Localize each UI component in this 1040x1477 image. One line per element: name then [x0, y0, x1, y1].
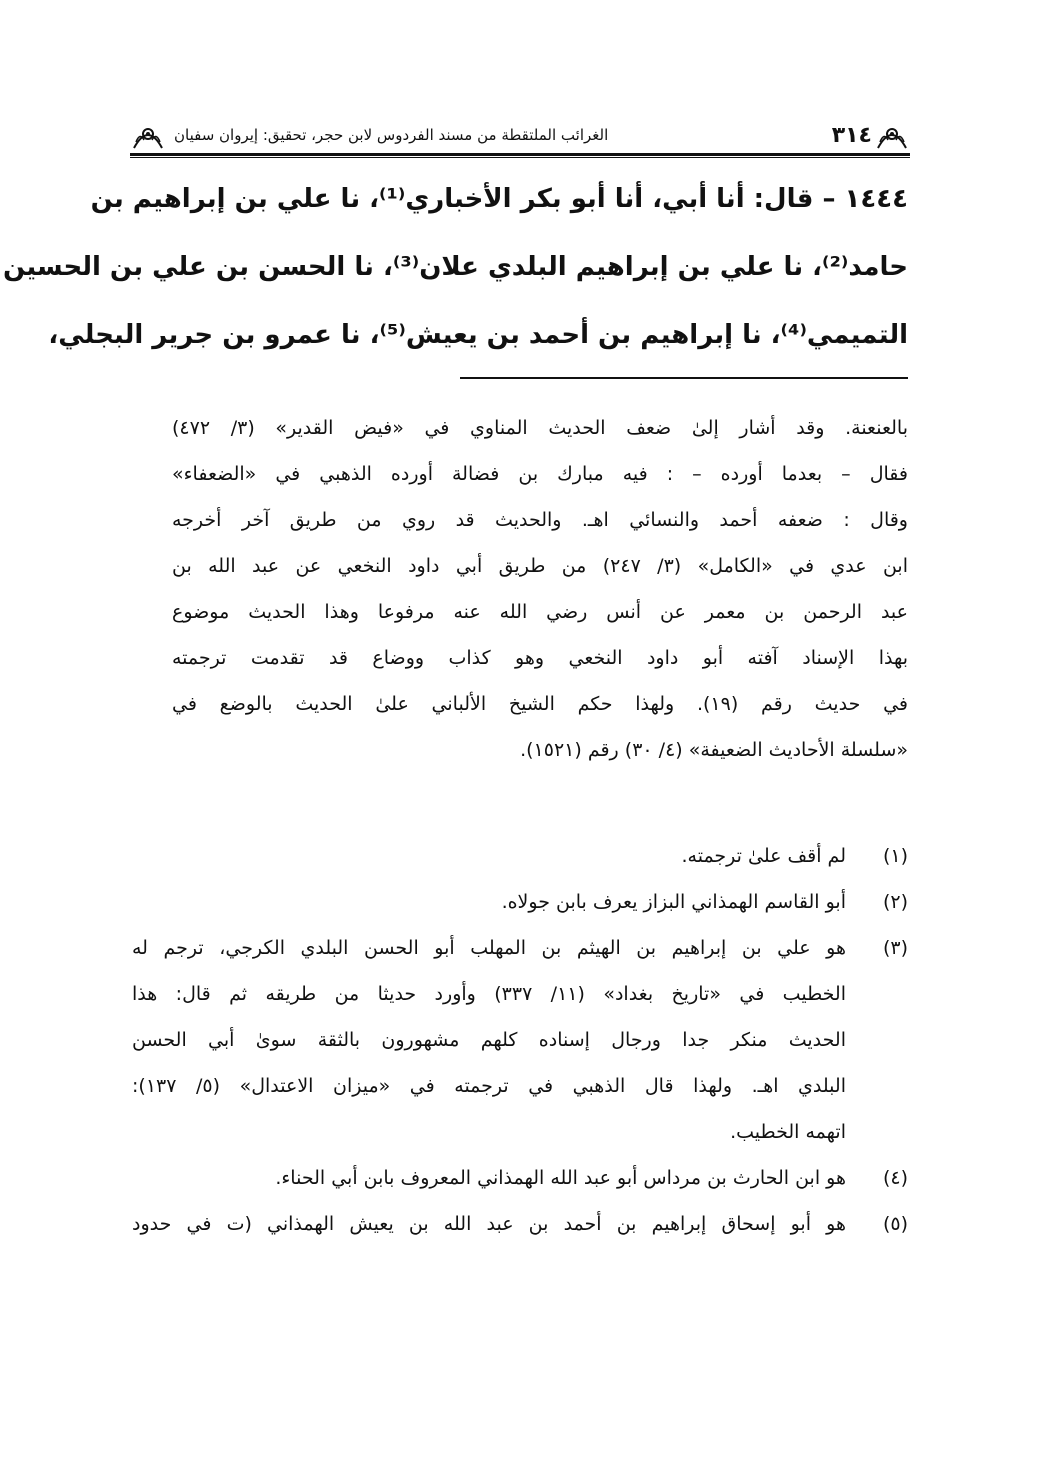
footnote-item: [132, 833, 908, 879]
footnote-text: الخطيب في «تاريخ بغداد» (١١/ ٣٣٧) وأورد حديثا من طريقه ثم قال: هذا: [132, 983, 846, 1005]
footnote-line: بالعنعنة. وقد أشار إلىٰ ضعف الحديث المناوي في «فيض القدير» (٣/ ٤٧٢): [172, 417, 908, 439]
footnote-number: (٣): [882, 937, 908, 959]
header-rule-thin: [130, 157, 910, 158]
footnote-item: [132, 1201, 908, 1247]
footnote-number: (٢): [882, 891, 908, 913]
footnote-item: [132, 1155, 908, 1201]
footnote-item: [132, 925, 908, 1155]
footnote-number: (١): [882, 845, 908, 867]
page-header: [130, 118, 910, 152]
footnote-item: [132, 879, 908, 925]
footnote-text: أبو القاسم الهمذاني البزاز يعرف بابن جولاه.: [501, 891, 846, 913]
footnote-line: بهذا الإسناد آفته أبو داود النخعي وهو كذاب ووضاع قد تقدمت ترجمته: [172, 647, 908, 669]
footnotes-list: [132, 833, 908, 1247]
page-number: ٣١٤: [831, 122, 872, 148]
footnote-text: هو علي بن إبراهيم بن الهيثم بن المهلب أبو الحسن البلدي الكرجي، ترجم له: [132, 937, 846, 959]
footnote-line: «سلسلة الأحاديث الضعيفة» (٤/ ٣٠) رقم (١٥٢١).: [520, 739, 908, 761]
footnote-line: عبد الرحمن بن معمر عن أنس رضي الله عنه مرفوعا وهذا الحديث موضوع: [172, 601, 908, 623]
footnote-number: (٤): [882, 1167, 908, 1189]
footnote-text: هو أبو إسحاق إبراهيم بن أحمد بن عبد الله بن يعيش الهمذاني (ت في حدود: [132, 1213, 846, 1235]
footnote-separator: [460, 377, 908, 379]
footnote-continuation: [172, 405, 908, 773]
footnote-text: اتهمه الخطيب.: [730, 1121, 846, 1143]
running-title: الغرائب الملتقطة من مسند الفردوس لابن حجر، تحقيق: إيروان سفيان: [174, 126, 609, 144]
main-text-line: التميمي⁽⁴⁾، نا إبراهيم بن أحمد بن يعيش⁽⁵⁾، نا عمرو بن جرير البجلي،: [48, 320, 908, 350]
footnote-text: الحديث منكر جدا ورجال إسناده كلهم مشهورون بالثقة سوىٰ أبي الحسن: [132, 1029, 846, 1051]
footnote-line: في حديث رقم (١٩). ولهذا حكم الشيخ الألباني علىٰ الحديث بالوضع في: [172, 693, 908, 715]
floral-ornament-icon: [130, 118, 166, 152]
footnote-line: فقال – بعدما أورده – : فيه مبارك بن فضالة أورده الذهبي في «الضعفاء»: [172, 463, 908, 485]
footnote-line: وقال : ضعفه أحمد والنسائي اهـ. والحديث قد روي من طريق آخر أخرجه: [172, 509, 908, 531]
header-rule: [130, 153, 910, 156]
footnote-text: هو ابن الحارث بن مرداس أبو عبد الله الهمذاني المعروف بابن أبي الحناء.: [275, 1167, 846, 1189]
footnote-line: ابن عدي في «الكامل» (٣/ ٢٤٧) من طريق أبي داود النخعي عن عبد الله بن: [172, 555, 908, 577]
footnote-text: البلدي اهـ. ولهذا قال الذهبي في ترجمته في «ميزان الاعتدال» (٥/ ١٣٧):: [132, 1075, 846, 1097]
main-text-line: حامد⁽²⁾، نا علي بن إبراهيم البلدي علان⁽³⁾، نا الحسن بن علي بن الحسين: [2, 252, 908, 282]
main-text: [2, 165, 908, 369]
footnote-number: (٥): [882, 1213, 908, 1235]
floral-ornament-icon: [874, 118, 910, 152]
footnote-text: لم أقف علىٰ ترجمته.: [681, 845, 846, 867]
main-text-line: ١٤٤٤ – قال: أنا أبي، أنا أبو بكر الأخباري⁽¹⁾، نا علي بن إبراهيم بن: [90, 184, 908, 214]
